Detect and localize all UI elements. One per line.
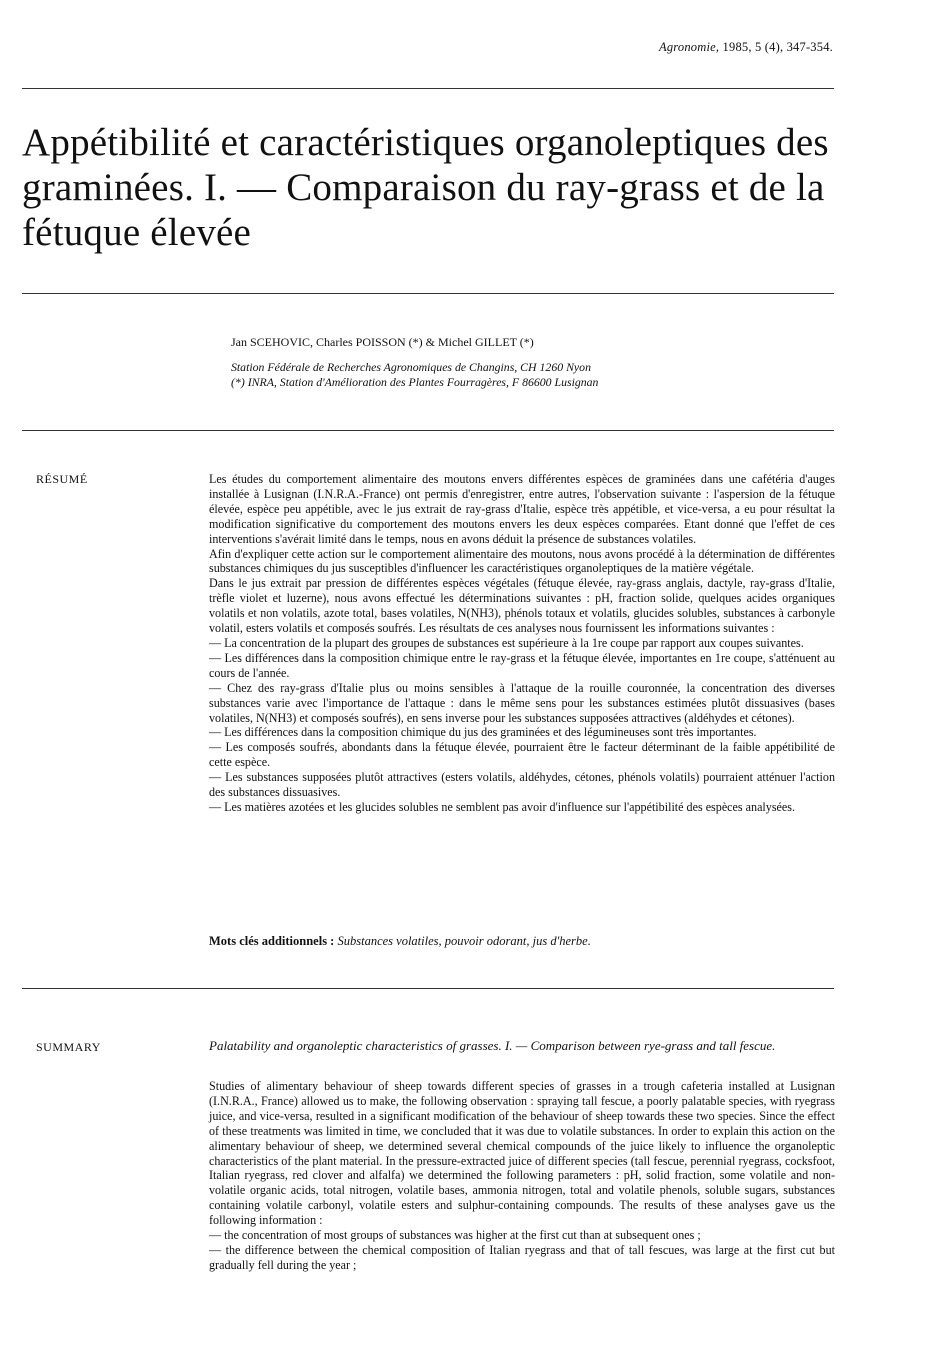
resume-paragraph: — Les composés soufrés, abondants dans la fétuque élevée, pourraient être le facteur déterminant de la faible appétibilité de cette espèce. [209, 740, 835, 770]
keywords-label: Mots clés additionnels : [209, 934, 335, 948]
affiliation-1: Station Fédérale de Recherches Agronomiques de Changins, CH 1260 Nyon [231, 360, 591, 374]
keywords [209, 934, 591, 949]
resume-paragraph: — Les différences dans la composition chimique entre le ray-grass et la fétuque élevée, importantes en 1re coupe, s'atténuent au cours de l'année. [209, 650, 835, 680]
affiliations [231, 360, 598, 390]
keywords-text: Substances volatiles, pouvoir odorant, jus d'herbe. [337, 934, 591, 948]
resume-paragraph: — Les matières azotées et les glucides solubles ne semblent pas avoir d'influence sur l'appétibilité des espèces analysées. [209, 799, 796, 814]
summary-paragraph: — the difference between the chemical composition of Italian ryegrass and that of tall fescues, was large at the first cut but gradually fell during the year ; [209, 1242, 835, 1272]
journal-name: Agronomie, [659, 40, 720, 54]
summary-paragraph: Studies of alimentary behaviour of sheep towards different species of grasses in a trough cafeteria installed at Lusignan (I.N.R.A., France) allowed us to make, the following observation : spraying tall fescue, a poorly palatable species, with ryegrass juice, and vice-versa, resulted in a significant modification of the behaviour of sheep towards these two species. Since the effect of these treatments was limited in time, we concluded that it was due to volatile substances. In order to explain this action on the alimentary behaviour of sheep, we determined several chemical compounds of the juice likely to influence the organoleptic characteristics of the plant material. In the pressure-extracted juice of different species (tall fescue, perennial ryegrass, cocksfoot, Italian ryegrass, red clover and alfalfa) we determined the following parameters : pH, solid fraction, some volatile and non-volatile organic acids, total nitrogen, volatile bases, ammonia nitrogen, total and volatile phenols, soluble sugars, substances containing volatile carbonyl, volatile esters and sulphur-containing compounds. The results of these analyses gave us the following information : [209, 1079, 835, 1228]
summary-paragraph: — the concentration of most groups of substances was higher at the first cut than at subsequent ones ; [209, 1228, 701, 1243]
resume-paragraph: — La concentration de la plupart des groupes de substances est supérieure à la 1re coupe par rapport aux coupes suivantes. [209, 635, 804, 650]
summary-body [209, 1079, 835, 1273]
title-rule [22, 293, 834, 294]
resume-paragraph: Afin d'expliquer cette action sur le comportement alimentaire des moutons, nous avons procédé à la détermination de différentes substances chimiques du jus susceptibles d'influencer les caractéristiques organoleptiques de la matière végétale. [209, 546, 835, 576]
resume-paragraph: Les études du comportement alimentaire des moutons envers différentes espèces de graminées dans une cafétéria d'auges installée à Lusignan (I.N.R.A.-France) ont permis d'enregistrer, entre autres, l'observation suivante : l'aspersion de la fétuque élevée, espèce peu appétible, avec le jus extrait de ray-grass d'Italie, espèce très appétible, et vice-versa, a eu pour résultat la modification significative du comportement des moutons envers les deux espèces comparées. Etant donné que l'effet de ces interventions s'avérait limité dans le temps, nous en avons déduit la présence de substances volatiles. [209, 472, 835, 546]
resume-paragraph: — Les différences dans la composition chimique du jus des graminées et des légumineuses sont très importantes. [209, 725, 757, 740]
authors: Jan SCEHOVIC, Charles POISSON (*) & Michel GILLET (*) [231, 335, 534, 349]
resume-body [209, 472, 835, 815]
resume-paragraph: Dans le jus extrait par pression de différentes espèces végétales (fétuque élevée, ray-grass anglais, dactyle, ray-grass d'Italie, trèfle violet et luzerne), nous avons effectué les déterminations suivantes : pH, fraction solide, quelques acides organiques volatils et non volatils, azote total, bases volatiles, N(NH3), phénols totaux et volatils, glucides solubles, substances à carbonyle volatil, esters volatils et composés soufrés. Les résultats de ces analyses nous fournissent les informations suivantes : [209, 576, 835, 636]
resume-paragraph: — Les substances supposées plutôt attractives (esters volatils, aldéhydes, cétones, phénols volatils) pourraient atténuer l'action des substances dissuasives. [209, 770, 835, 800]
resume-label: RÉSUMÉ [36, 472, 88, 486]
summary-title: Palatability and organoleptic characteristics of grasses. I. — Comparison between rye-grass and tall fescue. [209, 1038, 776, 1053]
summary-label: SUMMARY [36, 1040, 101, 1054]
resume-rule [22, 988, 834, 989]
article-title: Appétibilité et caractéristiques organoleptiques des graminées. I. — Comparaison du ray-grass et de la fétuque élevée [22, 121, 829, 254]
affiliation-2: (*) INRA, Station d'Amélioration des Plantes Fourragères, F 86600 Lusignan [231, 375, 599, 389]
journal-citation [659, 40, 833, 55]
authors-rule [22, 430, 834, 431]
resume-paragraph: — Chez des ray-grass d'Italie plus ou moins sensibles à l'attaque de la rouille couronnée, la concentration des diverses substances varie avec l'importance de l'attaque : dans le même sens pour les substances estimées plutôt dissuasives (bases volatiles, N(NH3) et composés soufrés), en sens inverse pour les substances supposées attractives (aldéhydes et cétones). [209, 680, 835, 725]
journal-volume: 1985, 5 (4), 347-354. [722, 40, 833, 54]
header-rule [22, 88, 834, 89]
